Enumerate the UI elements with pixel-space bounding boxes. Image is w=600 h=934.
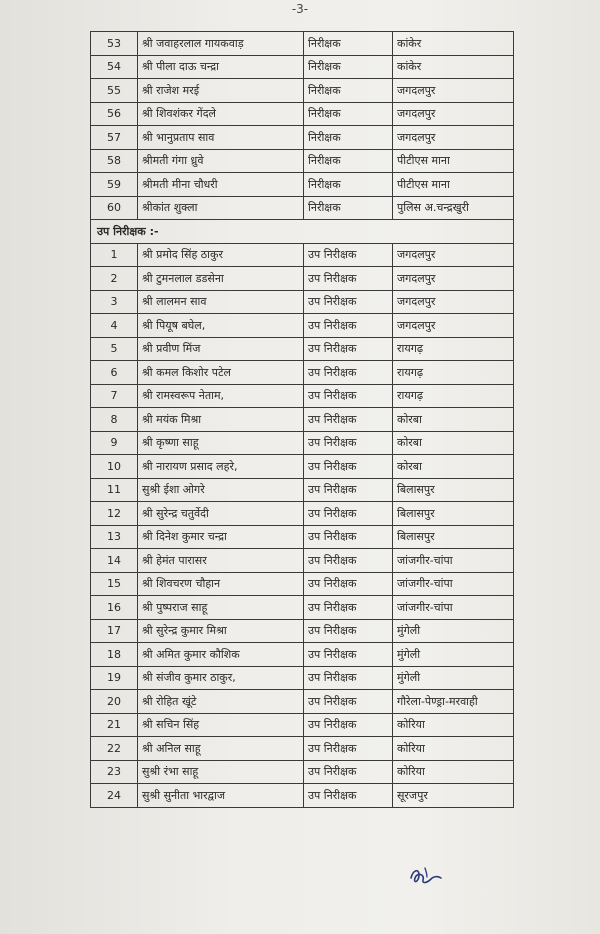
officer-name-cell: श्री कमल किशोर पटेल	[138, 361, 304, 385]
table-row	[91, 596, 514, 620]
designation-cell: उप निरीक्षक	[304, 290, 393, 314]
designation-cell: उप निरीक्षक	[304, 361, 393, 385]
posting-place-cell: बिलासपुर	[393, 502, 514, 526]
serial-number-cell: 15	[91, 572, 138, 596]
officer-name-cell: श्री अनिल साहू	[138, 737, 304, 761]
designation-cell: उप निरीक्षक	[304, 690, 393, 714]
designation-cell: निरीक्षक	[304, 55, 393, 79]
designation-cell: निरीक्षक	[304, 32, 393, 56]
table-row	[91, 173, 514, 197]
serial-number-cell: 20	[91, 690, 138, 714]
table-row	[91, 55, 514, 79]
serial-number-cell: 16	[91, 596, 138, 620]
posting-place-cell: रायगढ़	[393, 361, 514, 385]
designation-cell: उप निरीक्षक	[304, 713, 393, 737]
table-row	[91, 572, 514, 596]
posting-place-cell: गौरेला-पेण्ड्रा-मरवाही	[393, 690, 514, 714]
serial-number-cell: 11	[91, 478, 138, 502]
officer-name-cell: श्री दिनेश कुमार चन्द्रा	[138, 525, 304, 549]
serial-number-cell: 59	[91, 173, 138, 197]
designation-cell: उप निरीक्षक	[304, 666, 393, 690]
designation-cell: उप निरीक्षक	[304, 784, 393, 808]
posting-place-cell: मुंगेली	[393, 619, 514, 643]
posting-place-cell: कांकेर	[393, 55, 514, 79]
officer-name-cell: श्री प्रमोद सिंह ठाकुर	[138, 243, 304, 267]
officer-name-cell: श्री राजेश मरई	[138, 79, 304, 103]
posting-place-cell: कांकेर	[393, 32, 514, 56]
table-row	[91, 196, 514, 220]
signature-mark	[405, 862, 445, 888]
officer-name-cell: श्री अमित कुमार कौशिक	[138, 643, 304, 667]
designation-cell: उप निरीक्षक	[304, 619, 393, 643]
posting-place-cell: जांजगीर-चांपा	[393, 549, 514, 573]
table-row	[91, 478, 514, 502]
officer-name-cell: श्री पीला दाऊ चन्द्रा	[138, 55, 304, 79]
officer-name-cell: श्री प्रवीण मिंज	[138, 337, 304, 361]
serial-number-cell: 14	[91, 549, 138, 573]
posting-place-cell: जांजगीर-चांपा	[393, 572, 514, 596]
officer-name-cell: श्री पुष्पराज साहू	[138, 596, 304, 620]
officer-name-cell: श्री टुमनलाल डडसेना	[138, 267, 304, 291]
table-row	[91, 32, 514, 56]
serial-number-cell: 24	[91, 784, 138, 808]
section-heading-row	[91, 220, 514, 244]
officer-name-cell: श्री सुरेन्द्र चतुर्वेदी	[138, 502, 304, 526]
officer-name-cell: श्री शिवशंकर गेंदले	[138, 102, 304, 126]
posting-place-cell: पीटीएस माना	[393, 149, 514, 173]
serial-number-cell: 13	[91, 525, 138, 549]
designation-cell: उप निरीक्षक	[304, 760, 393, 784]
table-row	[91, 149, 514, 173]
officer-name-cell: श्री भानुप्रताप साव	[138, 126, 304, 150]
table-row	[91, 760, 514, 784]
sub-inspector-rows	[91, 243, 514, 807]
serial-number-cell: 56	[91, 102, 138, 126]
serial-number-cell: 21	[91, 713, 138, 737]
table-row	[91, 79, 514, 103]
serial-number-cell: 60	[91, 196, 138, 220]
officer-name-cell: श्री सचिन सिंह	[138, 713, 304, 737]
posting-place-cell: मुंगेली	[393, 666, 514, 690]
inspector-rows	[91, 32, 514, 220]
officer-name-cell: श्री पियूष बघेल,	[138, 314, 304, 338]
designation-cell: उप निरीक्षक	[304, 384, 393, 408]
posting-place-cell: जगदलपुर	[393, 126, 514, 150]
serial-number-cell: 22	[91, 737, 138, 761]
officer-name-cell: श्री रामस्वरूप नेताम,	[138, 384, 304, 408]
serial-number-cell: 53	[91, 32, 138, 56]
table-row	[91, 784, 514, 808]
transfer-list-table	[90, 31, 514, 808]
table-row	[91, 408, 514, 432]
posting-place-cell: रायगढ़	[393, 337, 514, 361]
officer-name-cell: श्री हेमंत पारासर	[138, 549, 304, 573]
officer-name-cell: सुश्री रंभा साहू	[138, 760, 304, 784]
designation-cell: उप निरीक्षक	[304, 596, 393, 620]
posting-place-cell: जांजगीर-चांपा	[393, 596, 514, 620]
designation-cell: उप निरीक्षक	[304, 337, 393, 361]
serial-number-cell: 10	[91, 455, 138, 479]
serial-number-cell: 8	[91, 408, 138, 432]
officer-name-cell: श्रीकांत शुक्ला	[138, 196, 304, 220]
posting-place-cell: कोरबा	[393, 455, 514, 479]
posting-place-cell: जगदलपुर	[393, 102, 514, 126]
officer-name-cell: श्री लालमन साव	[138, 290, 304, 314]
designation-cell: निरीक्षक	[304, 102, 393, 126]
table-row	[91, 690, 514, 714]
serial-number-cell: 23	[91, 760, 138, 784]
table-row	[91, 384, 514, 408]
designation-cell: उप निरीक्षक	[304, 572, 393, 596]
posting-place-cell: रायगढ़	[393, 384, 514, 408]
officer-name-cell: श्री रोहित खूंटे	[138, 690, 304, 714]
table-row	[91, 314, 514, 338]
posting-place-cell: जगदलपुर	[393, 243, 514, 267]
designation-cell: उप निरीक्षक	[304, 455, 393, 479]
designation-cell: उप निरीक्षक	[304, 314, 393, 338]
posting-place-cell: सूरजपुर	[393, 784, 514, 808]
posting-place-cell: जगदलपुर	[393, 267, 514, 291]
designation-cell: उप निरीक्षक	[304, 267, 393, 291]
posting-place-cell: पीटीएस माना	[393, 173, 514, 197]
posting-place-cell: जगदलपुर	[393, 314, 514, 338]
designation-cell: निरीक्षक	[304, 79, 393, 103]
officer-name-cell: श्री शिवचरण चौहान	[138, 572, 304, 596]
table-row	[91, 455, 514, 479]
designation-cell: निरीक्षक	[304, 126, 393, 150]
designation-cell: निरीक्षक	[304, 149, 393, 173]
table-row	[91, 243, 514, 267]
posting-place-cell: बिलासपुर	[393, 525, 514, 549]
section-heading: उप निरीक्षक :-	[91, 220, 514, 244]
table-row	[91, 713, 514, 737]
posting-place-cell: कोरबा	[393, 408, 514, 432]
serial-number-cell: 19	[91, 666, 138, 690]
table-row	[91, 431, 514, 455]
serial-number-cell: 5	[91, 337, 138, 361]
table-row	[91, 666, 514, 690]
officer-name-cell: श्री जवाहरलाल गायकवाड़	[138, 32, 304, 56]
serial-number-cell: 7	[91, 384, 138, 408]
officer-name-cell: श्री मयंक मिश्रा	[138, 408, 304, 432]
table-row	[91, 643, 514, 667]
designation-cell: उप निरीक्षक	[304, 525, 393, 549]
table-row	[91, 290, 514, 314]
designation-cell: उप निरीक्षक	[304, 737, 393, 761]
page-number: -3-	[291, 2, 309, 16]
designation-cell: उप निरीक्षक	[304, 643, 393, 667]
officer-name-cell: श्री सुरेन्द्र कुमार मिश्रा	[138, 619, 304, 643]
table-row	[91, 525, 514, 549]
table-row	[91, 737, 514, 761]
posting-place-cell: कोरिया	[393, 713, 514, 737]
serial-number-cell: 18	[91, 643, 138, 667]
serial-number-cell: 2	[91, 267, 138, 291]
designation-cell: निरीक्षक	[304, 196, 393, 220]
posting-place-cell: जगदलपुर	[393, 79, 514, 103]
serial-number-cell: 54	[91, 55, 138, 79]
serial-number-cell: 6	[91, 361, 138, 385]
posting-place-cell: पुलिस अ.चन्द्रखुरी	[393, 196, 514, 220]
table-row	[91, 267, 514, 291]
table-row	[91, 549, 514, 573]
designation-cell: निरीक्षक	[304, 173, 393, 197]
serial-number-cell: 58	[91, 149, 138, 173]
serial-number-cell: 57	[91, 126, 138, 150]
officer-name-cell: श्री संजीव कुमार ठाकुर,	[138, 666, 304, 690]
table-row	[91, 619, 514, 643]
officer-name-cell: श्रीमती गंगा ध्रुवे	[138, 149, 304, 173]
table-row	[91, 502, 514, 526]
serial-number-cell: 4	[91, 314, 138, 338]
posting-place-cell: जगदलपुर	[393, 290, 514, 314]
designation-cell: उप निरीक्षक	[304, 243, 393, 267]
designation-cell: उप निरीक्षक	[304, 502, 393, 526]
officer-name-cell: श्री कृष्णा साहू	[138, 431, 304, 455]
table-row	[91, 102, 514, 126]
designation-cell: उप निरीक्षक	[304, 549, 393, 573]
table-row	[91, 126, 514, 150]
serial-number-cell: 3	[91, 290, 138, 314]
designation-cell: उप निरीक्षक	[304, 478, 393, 502]
designation-cell: उप निरीक्षक	[304, 408, 393, 432]
posting-place-cell: कोरिया	[393, 737, 514, 761]
officer-name-cell: सुश्री ईशा ओगरे	[138, 478, 304, 502]
serial-number-cell: 9	[91, 431, 138, 455]
section-heading-group	[91, 220, 514, 244]
posting-place-cell: कोरबा	[393, 431, 514, 455]
posting-place-cell: कोरिया	[393, 760, 514, 784]
serial-number-cell: 1	[91, 243, 138, 267]
serial-number-cell: 17	[91, 619, 138, 643]
table-row	[91, 361, 514, 385]
officer-name-cell: सुश्री सुनीता भारद्वाज	[138, 784, 304, 808]
serial-number-cell: 55	[91, 79, 138, 103]
designation-cell: उप निरीक्षक	[304, 431, 393, 455]
table-row	[91, 337, 514, 361]
officer-name-cell: श्रीमती मीना चौधरी	[138, 173, 304, 197]
posting-place-cell: बिलासपुर	[393, 478, 514, 502]
serial-number-cell: 12	[91, 502, 138, 526]
officer-name-cell: श्री नारायण प्रसाद लहरे,	[138, 455, 304, 479]
posting-place-cell: मुंगेली	[393, 643, 514, 667]
